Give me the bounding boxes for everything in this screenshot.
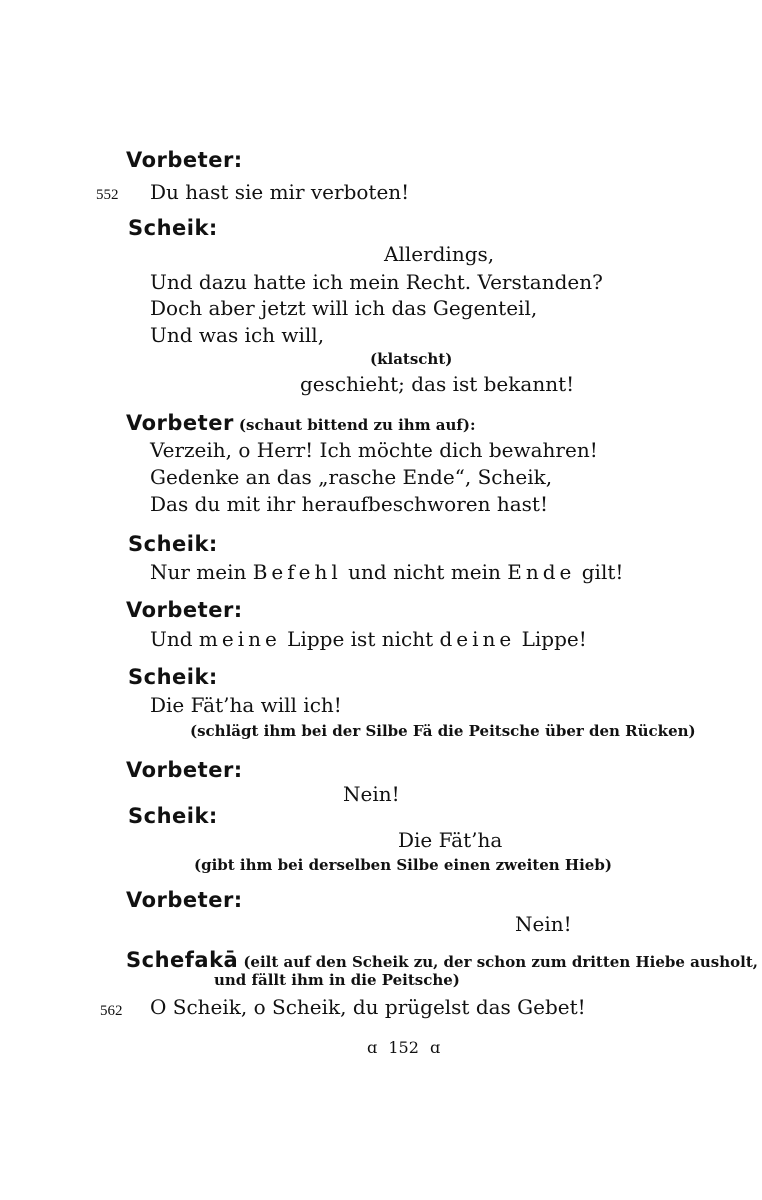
verse-text: Lippe ist nicht <box>280 627 440 651</box>
verse-line: Doch aber jetzt will ich das Gegenteil, <box>150 296 538 320</box>
verse-line: Und was ich will, <box>150 323 325 347</box>
speaker-scheik: Scheik: <box>128 532 218 556</box>
verse-line: Die Fät’ha <box>398 828 503 852</box>
speaker-vorbeter: Vorbeter: <box>126 758 243 782</box>
line-number: 562 <box>100 1003 123 1019</box>
stage-direction: (klatscht) <box>370 350 453 368</box>
page-number-footer <box>367 1040 440 1056</box>
emphasized-word: Ende <box>507 560 576 584</box>
ornament: ɑ <box>367 1038 378 1057</box>
stage-direction: (gibt ihm bei derselben Silbe einen zweiten Hieb) <box>194 856 612 874</box>
speaker-scheik: Scheik: <box>128 804 218 828</box>
verse-text: gilt! <box>575 560 624 584</box>
verse-line: O Scheik, o Scheik, du prügelst das Gebet! <box>150 995 586 1019</box>
speaker-schefaka: Schefakā <box>126 948 239 972</box>
emphasized-word: Befehl <box>252 560 342 584</box>
verse-text: Und <box>150 627 199 651</box>
speaker-heading <box>126 413 476 434</box>
verse-line: Du hast sie mir verboten! <box>150 180 410 204</box>
speaker-vorbeter: Vorbeter: <box>126 598 243 622</box>
speaker-vorbeter: Vorbeter <box>126 411 234 435</box>
verse-line: Gedenke an das „rasche Ende“, Scheik, <box>150 465 553 489</box>
verse-line: Verzeih, o Herr! Ich möchte dich bewahren! <box>150 438 598 462</box>
stage-direction: (eilt auf den Scheik zu, der schon zum dritten Hiebe ausholt, <box>243 953 758 971</box>
speaker-scheik: Scheik: <box>128 216 218 240</box>
stage-direction: (schaut bittend zu ihm auf): <box>238 416 476 434</box>
verse-text: und nicht mein <box>341 560 508 584</box>
verse-text: Nur mein <box>150 560 253 584</box>
stage-direction: (schlägt ihm bei der Silbe Fä die Peitsche über den Rücken) <box>190 722 696 740</box>
verse-line: Die Fät’ha will ich! <box>150 693 342 717</box>
ornament: ɑ <box>429 1038 441 1057</box>
speaker-heading <box>126 950 758 971</box>
speaker-vorbeter: Vorbeter: <box>126 888 243 912</box>
verse-text: Lippe! <box>515 627 587 651</box>
speaker-scheik: Scheik: <box>128 665 218 689</box>
emphasized-word: meine <box>198 627 281 651</box>
speaker-vorbeter: Vorbeter: <box>126 148 243 172</box>
verse-line: geschieht; das ist bekannt! <box>300 372 575 396</box>
emphasized-word: deine <box>439 627 516 651</box>
page-number: 152 <box>388 1038 419 1057</box>
stage-direction: und fällt ihm in die Peitsche) <box>214 971 460 989</box>
verse-line: Das du mit ihr heraufbeschworen hast! <box>150 492 548 516</box>
verse-line: Nein! <box>515 912 572 936</box>
verse-line: Und dazu hatte ich mein Recht. Verstanden? <box>150 270 603 294</box>
verse-line: Nein! <box>343 782 400 806</box>
line-number: 552 <box>96 187 119 203</box>
verse-line <box>150 562 623 582</box>
verse-line <box>150 629 587 649</box>
verse-line: Allerdings, <box>384 242 495 266</box>
